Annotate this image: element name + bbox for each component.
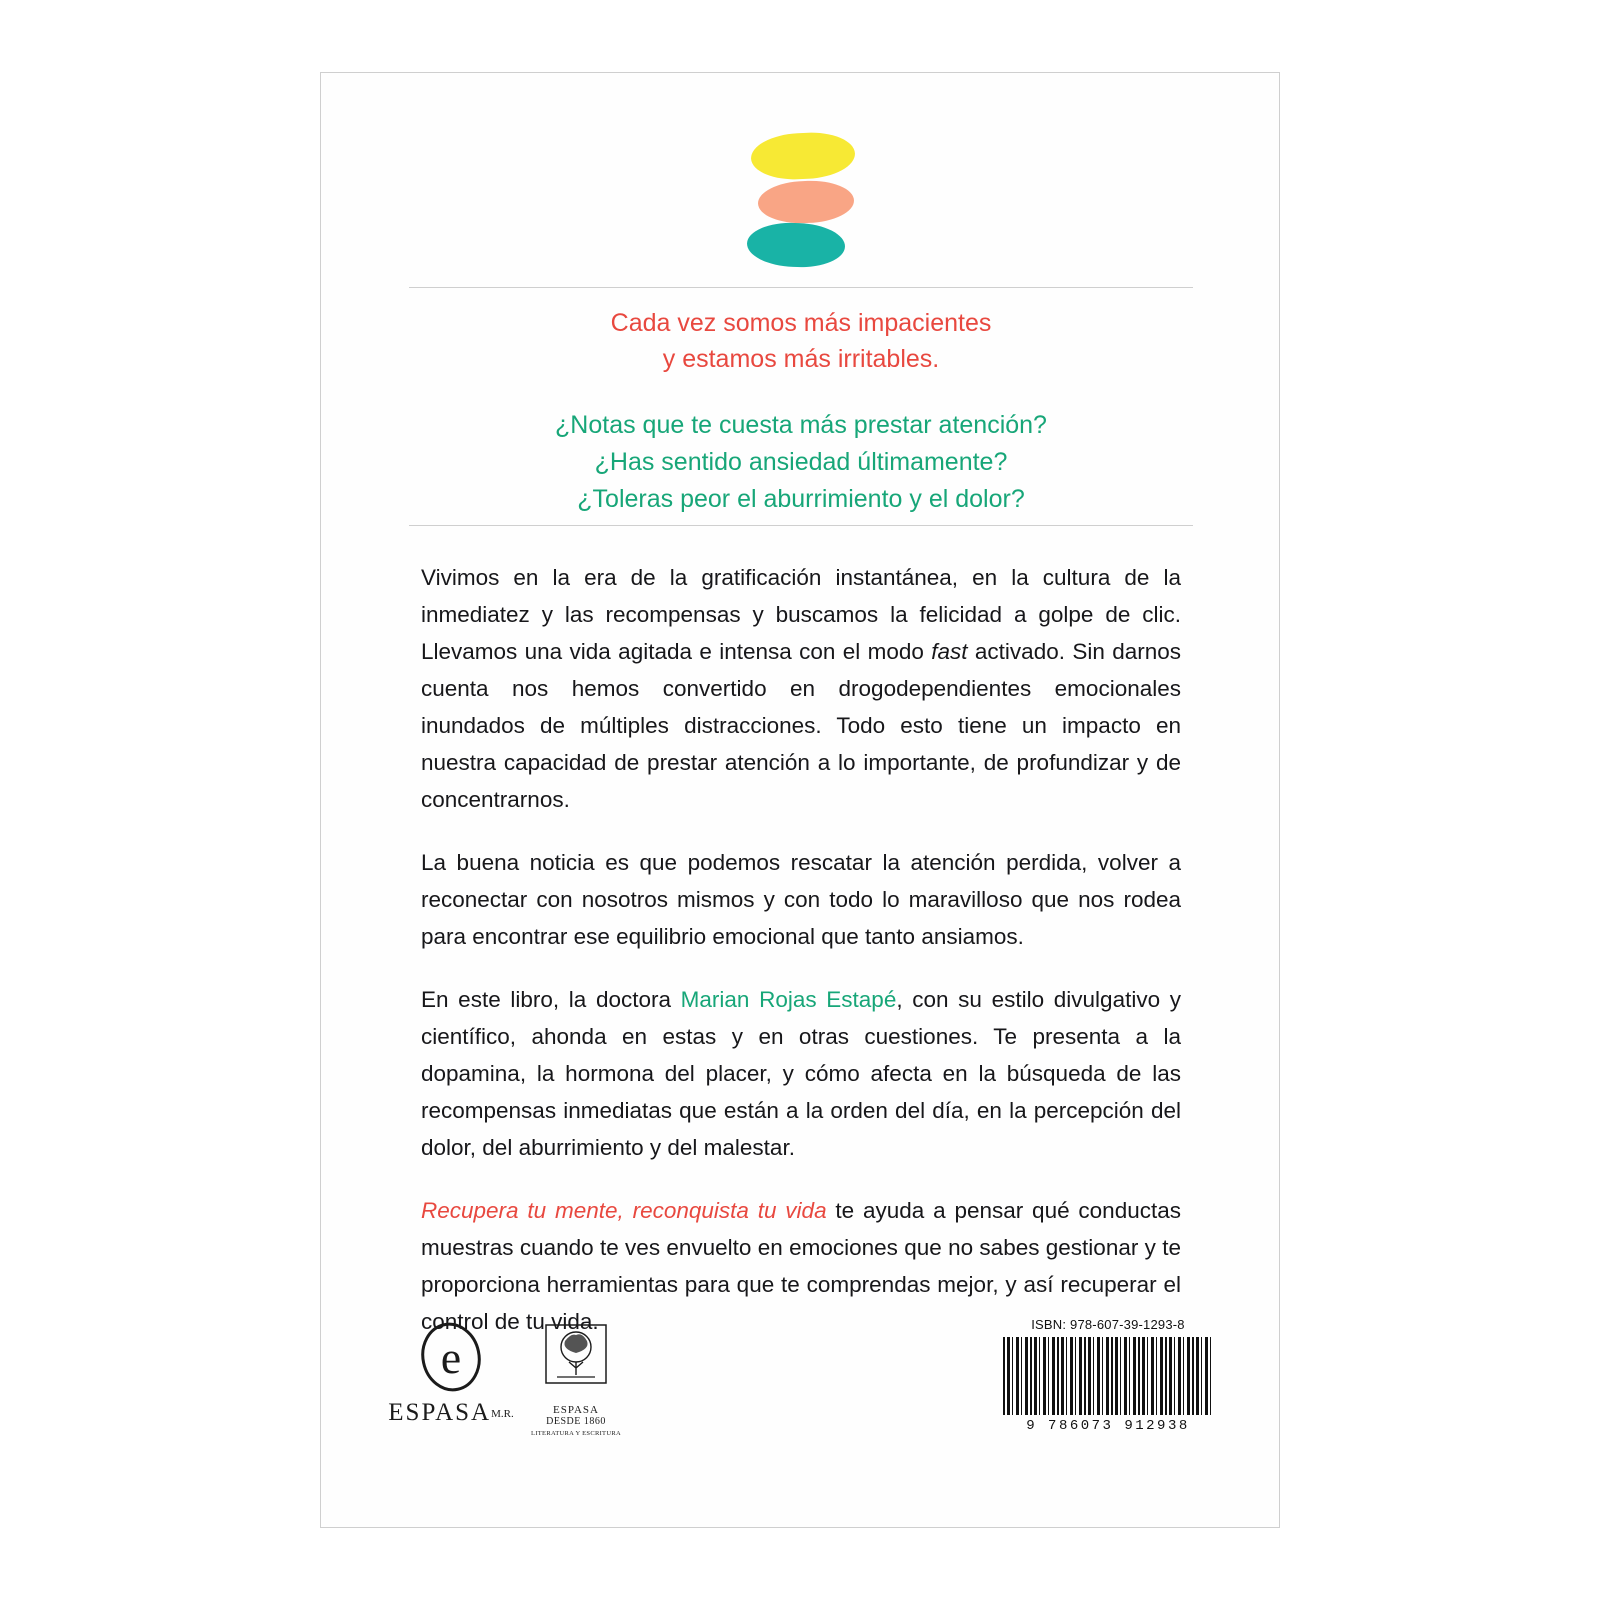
- imprint-line-3: LITERATURA Y ESCRITURA: [531, 1430, 621, 1437]
- espasa-blob-logo: [321, 125, 1279, 265]
- publisher-name: [381, 1399, 521, 1427]
- isbn-text: ISBN: 978-607-39-1293-8: [1031, 1317, 1185, 1332]
- headline-block: [409, 305, 1193, 518]
- headline-green-line-1: ¿Notas que te cuesta más prestar atención?: [555, 411, 1047, 439]
- barcode-image: [1003, 1337, 1213, 1415]
- headline-green-line-3: ¿Toleras peor el aburrimiento y el dolor?: [577, 485, 1025, 513]
- blurb-text: [421, 559, 1181, 1340]
- headline-red: [409, 305, 1193, 377]
- paragraph-3: [421, 981, 1181, 1166]
- headline-red-line-1: Cada vez somos más impacientes: [610, 309, 992, 337]
- svg-text:e: e: [440, 1332, 462, 1383]
- paragraph-1-italic: fast: [931, 639, 968, 664]
- blob-salmon-icon: [757, 179, 854, 224]
- author-name: Marian Rojas Estapé: [680, 987, 897, 1012]
- barcode-number: 9 786073 912938: [1026, 1418, 1190, 1434]
- paragraph-1-part-a: Vivimos en la era de la gratificación instantánea, en la cultura de la inmediatez y las recompensas y buscamos la felicidad a golpe de clic. Llevamos una vida agitada e intensa con el modo: [421, 565, 1181, 664]
- cover-footer: [321, 1313, 1279, 1453]
- tree-icon: [543, 1323, 609, 1397]
- book-back-cover: [320, 72, 1280, 1528]
- headline-red-line-2: y estamos más irritables.: [662, 345, 940, 373]
- imprint-line-2: DESDE 1860: [546, 1416, 606, 1427]
- publisher-name-text: ESPASA: [388, 1399, 492, 1426]
- headline-green: [409, 407, 1193, 518]
- book-title-inline: Recupera tu mente, reconquista tu vida: [421, 1198, 827, 1223]
- paragraph-3-part-b: , con su estilo divulgativo y científico, ahonda en estas y en otras cuestiones. Te presenta a la dopamina, la hormona del placer, y cómo afecta en la búsqueda de las recompensas inmediatas que están a la orden del día, en la percepción del dolor, del aburrimiento y del malestar.: [421, 987, 1182, 1160]
- headline-green-line-2: ¿Has sentido ansiedad últimamente?: [594, 448, 1008, 476]
- blob-yellow-icon: [750, 130, 856, 181]
- imprint-caption: [521, 1404, 631, 1440]
- paragraph-4-part-b: te ayuda a pensar qué conductas muestras cuando te ves envuelto en emociones que no sabes gestionar y te proporciona herramientas para que te comprendas mejor, y así recuperar el control de tu vida.: [421, 1198, 1181, 1334]
- imprint-logo: [521, 1323, 631, 1440]
- isbn-area: [993, 1317, 1223, 1434]
- paragraph-2: La buena noticia es que podemos rescatar la atención perdida, volver a reconectar con nosotros mismos y con todo lo maravilloso que nos rodea para encontrar ese equilibrio emocional que tanto ansiamos.: [421, 850, 1181, 949]
- espasa-e-icon: [415, 1321, 487, 1393]
- publisher-logo: [381, 1321, 521, 1427]
- imprint-line-1: ESPASA: [553, 1404, 599, 1416]
- paragraph-1: [421, 559, 1181, 818]
- blob-teal-icon: [746, 221, 845, 268]
- publisher-trademark: M.R.: [491, 1408, 514, 1420]
- divider-top: [409, 287, 1193, 288]
- divider-bottom: [409, 525, 1193, 526]
- paragraph-1-part-b: activado. Sin darnos cuenta nos hemos convertido en drogodependientes emocionales inundados de múltiples distracciones. Todo esto tiene un impacto en nuestra capacidad de prestar atención a lo importante, de profundizar y de concentrarnos.: [421, 639, 1181, 812]
- paragraph-3-part-a: En este libro, la doctora: [421, 987, 681, 1012]
